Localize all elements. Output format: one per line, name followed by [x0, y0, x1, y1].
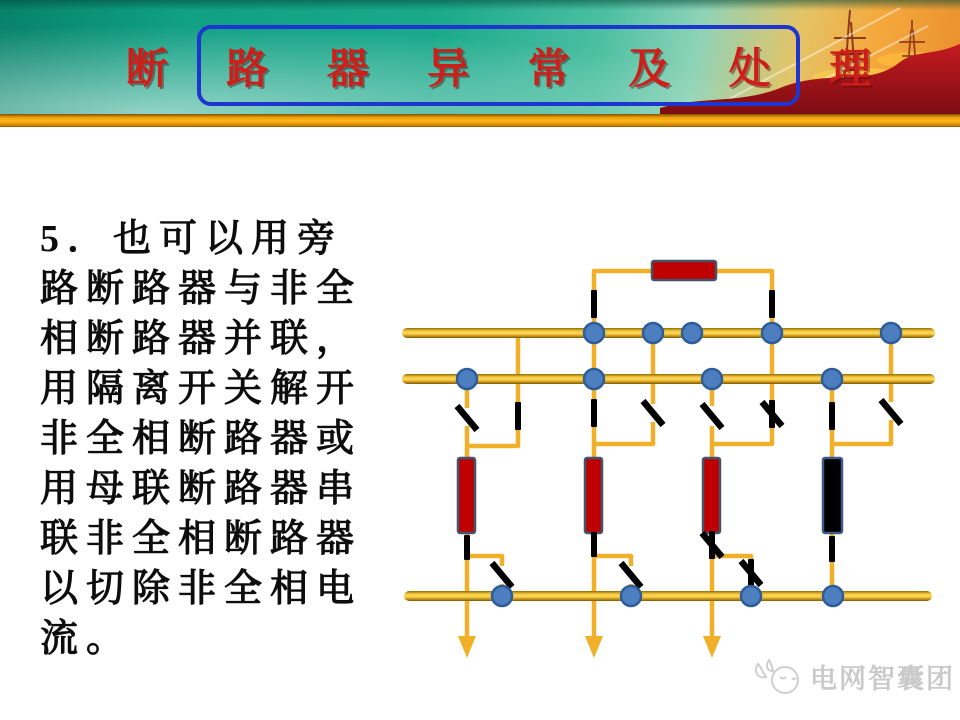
bypass-right-leg: [713, 271, 772, 444]
bus1-node-spare: [682, 323, 702, 343]
disconnector-closed-bay2-bus2-side: [591, 399, 597, 427]
feeder-3-arrow: [703, 636, 721, 658]
disconnector-open-bay1-branch: [492, 563, 512, 587]
body-text-line: 用母联断路器串: [40, 468, 363, 510]
disconnector-closed-bypass-right: [769, 290, 775, 318]
bay4-bus1-branch-lower: [833, 420, 891, 444]
disconnector-closed-bay1-below-breaker: [464, 535, 470, 560]
bus-2: [402, 374, 935, 384]
feeder-4-breaker-open: [823, 458, 842, 533]
bus2-node: [584, 369, 604, 389]
feeder-2-arrow: [585, 636, 603, 658]
bus1-node: [762, 323, 782, 343]
bus3-node: [621, 586, 641, 606]
bus-1: [402, 328, 935, 338]
disconnector-closed-bay2-below-breaker: [591, 532, 597, 557]
watermark-text: 电网智囊团: [810, 663, 955, 694]
bus2-node: [457, 369, 477, 389]
disconnector-open-bay2-bus1-side: [643, 401, 663, 425]
feeder-1-arrow: [458, 636, 476, 658]
disconnector-closed-bypass-left: [591, 290, 597, 318]
disconnector-closed-bay4-below-breaker: [829, 536, 835, 562]
bus1-node: [643, 323, 663, 343]
bus3-node: [741, 586, 761, 606]
bus1-node: [881, 323, 901, 343]
bus1-node: [584, 323, 604, 343]
body-text-line: 流。: [40, 618, 133, 660]
feeder-2-breaker: [585, 458, 602, 533]
body-text-line: 相断路器并联，: [40, 318, 363, 360]
bus-3: [404, 591, 932, 601]
bay2-bus1-branch-lower: [595, 422, 653, 444]
bus2-node: [702, 369, 722, 389]
bypass-left-leg-and-bay2-column: [594, 271, 653, 457]
feeder-1-breaker: [458, 458, 475, 533]
body-text-line: 以切除非全相电: [40, 568, 363, 610]
disconnector-open-bay2-branch: [621, 563, 641, 587]
slide-title: 断 路 器 异 常 及 处 理: [125, 46, 896, 93]
disconnector-closed-bay1-bus1-side: [515, 402, 521, 430]
body-text-line: 联非全相断路器: [40, 518, 363, 560]
body-text-line: 路断路器与非全: [40, 268, 363, 310]
body-text-line: 5．也可以用旁: [40, 218, 344, 260]
watermark-mascot-icon: [752, 656, 802, 696]
feeder-3-breaker: [703, 458, 720, 533]
bypass-breaker: [652, 261, 716, 280]
body-text-line: 非全相断路器或: [40, 418, 363, 460]
bus3-node: [492, 586, 512, 606]
disconnector-open-bay3-bus2-side: [702, 404, 722, 428]
disconnector-closed-bay4-bus2-side: [829, 402, 835, 430]
body-text-line: 用隔离开关解开: [40, 368, 363, 410]
wires: [467, 271, 891, 640]
bus3-node: [823, 586, 843, 606]
watermark: [752, 656, 955, 696]
bus2-node: [822, 369, 842, 389]
